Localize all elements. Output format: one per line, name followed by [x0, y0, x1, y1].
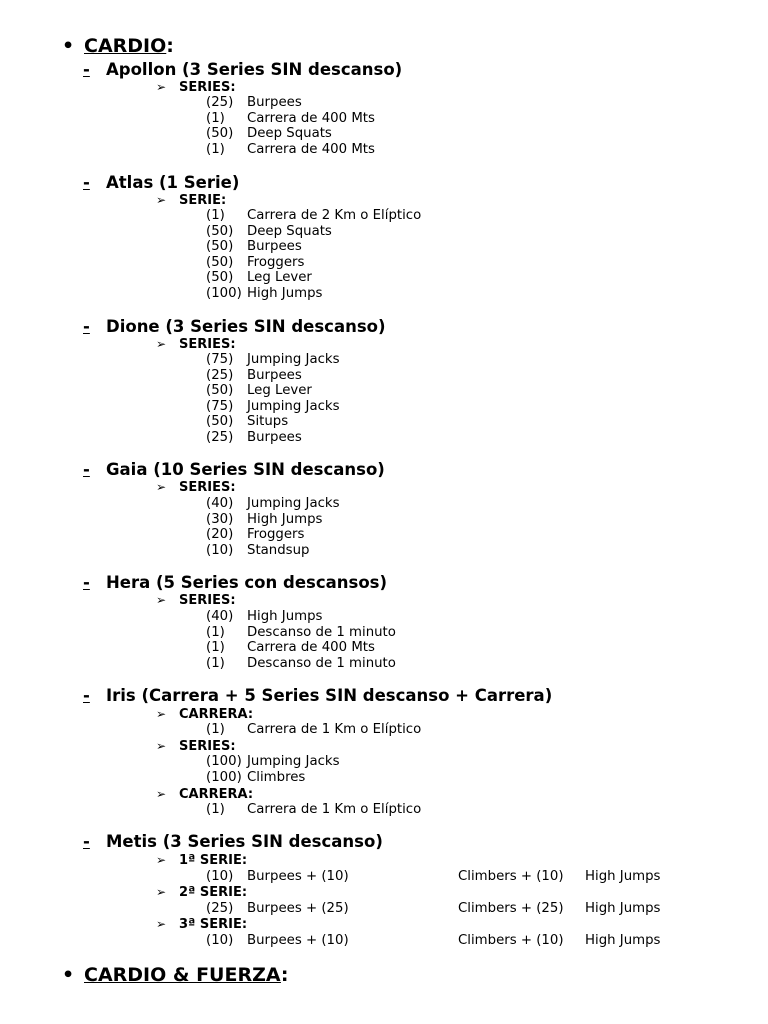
exercise-reps: (10) [206, 542, 234, 558]
exercise-item [206, 656, 396, 672]
exercise-reps: (40) [206, 496, 234, 511]
exercise-name: Jumping Jacks [247, 496, 340, 511]
exercise-name: Jumping Jacks [247, 754, 340, 769]
exercise-item [206, 512, 322, 528]
exercise-reps: (30) [206, 511, 234, 527]
exercise-reps: (1) [206, 624, 225, 640]
workout-title [83, 173, 239, 193]
exercise-name: Deep Squats [247, 223, 332, 239]
arrow-bullet-icon: ➢ [156, 853, 167, 867]
dash-marker: - [83, 173, 90, 192]
group-label [156, 916, 247, 933]
exercise-item [206, 901, 661, 917]
exercise-item [206, 543, 309, 559]
group-label-text: SERIES: [179, 80, 236, 95]
arrow-bullet-icon: ➢ [156, 917, 167, 931]
exercise-name: Carrera de 400 Mts [247, 640, 375, 656]
exercise-item [206, 111, 375, 127]
group-label-text: CARRERA: [179, 787, 254, 802]
group-label-text: 2ª SERIE: [179, 885, 248, 900]
exercise-item [206, 496, 340, 512]
group-label-text: 3ª SERIE: [179, 917, 248, 932]
exercise-item [206, 255, 304, 271]
exercise-item [206, 352, 340, 368]
exercise-item [206, 754, 340, 770]
exercise-item [206, 126, 332, 142]
dash-marker: - [83, 460, 90, 479]
workout-title-text: Apollon (3 Series SIN descanso) [106, 60, 403, 79]
group-label [156, 79, 236, 96]
bullet-icon: • [62, 964, 75, 986]
arrow-bullet-icon: ➢ [156, 593, 167, 607]
dash-marker: - [83, 686, 90, 705]
exercise-name: Carrera de 1 Km o Elíptico [247, 802, 422, 817]
exercise-name: Descanso de 1 minuto [247, 624, 396, 640]
exercise-reps: (100) [206, 769, 242, 785]
exercise-item [206, 368, 302, 384]
exercise-name: Carrera de 1 Km o Elíptico [247, 722, 422, 737]
exercise-reps: (100) [206, 754, 242, 769]
exercise-name: Carrera de 400 Mts [247, 110, 375, 126]
exercise-reps: (1) [206, 802, 225, 817]
exercise-name: Descanso de 1 minuto [247, 655, 396, 671]
workout-title [83, 460, 385, 480]
arrow-bullet-icon: ➢ [156, 885, 167, 899]
exercise-item [206, 414, 288, 430]
arrow-bullet-icon: ➢ [156, 739, 167, 753]
exercise-reps: (25) [206, 430, 234, 445]
exercise-reps: (25) [206, 95, 234, 110]
exercise-name: Deep Squats [247, 126, 332, 142]
exercise-name-2: Climbers + (10) [458, 869, 564, 884]
exercise-item [206, 383, 312, 399]
group-label-text: SERIES: [179, 337, 236, 352]
exercise-item [206, 640, 375, 656]
workout-title-text: Gaia (10 Series SIN descanso) [106, 460, 385, 479]
exercise-name: High Jumps [247, 286, 323, 301]
dash-marker: - [83, 573, 90, 592]
group-label [156, 479, 236, 496]
workout-title-text: Hera (5 Series con descansos) [106, 573, 388, 592]
exercise-name: Carrera de 400 Mts [247, 141, 375, 157]
workout-title-text: Dione (3 Series SIN descanso) [106, 317, 386, 336]
exercise-reps: (40) [206, 609, 234, 624]
exercise-item [206, 399, 340, 415]
dash-marker: - [83, 832, 90, 851]
section-heading [62, 964, 289, 986]
exercise-item [206, 208, 421, 224]
exercise-name: Jumping Jacks [247, 398, 340, 414]
exercise-item [206, 625, 396, 641]
workout-title-text: Atlas (1 Serie) [106, 173, 240, 192]
group-label [156, 786, 253, 803]
exercise-reps: (50) [206, 239, 234, 255]
exercise-reps: (50) [206, 223, 234, 239]
exercise-item [206, 224, 332, 240]
section-heading [62, 35, 174, 57]
exercise-name: Jumping Jacks [247, 352, 340, 367]
exercise-name: Leg Lever [247, 270, 312, 286]
arrow-bullet-icon: ➢ [156, 707, 167, 721]
group-label-text: SERIES: [179, 593, 236, 608]
exercise-item [206, 869, 661, 885]
section-title: CARDIO [84, 35, 167, 57]
exercise-reps: (1) [206, 110, 225, 126]
group-label [156, 852, 247, 869]
exercise-item [206, 142, 375, 158]
arrow-bullet-icon: ➢ [156, 337, 167, 351]
exercise-name-2: Climbers + (25) [458, 901, 564, 916]
exercise-item [206, 722, 421, 738]
workout-title-text: Iris (Carrera + 5 Series SIN descanso + Carrera) [106, 686, 553, 705]
group-label [156, 706, 253, 723]
exercise-reps: (50) [206, 126, 234, 142]
group-label [156, 592, 236, 609]
exercise-reps: (25) [206, 901, 234, 916]
exercise-item [206, 239, 302, 255]
exercise-name: Burpees + (25) [247, 901, 349, 916]
exercise-reps: (10) [206, 933, 234, 948]
exercise-name: High Jumps [247, 511, 323, 527]
exercise-reps: (20) [206, 527, 234, 543]
group-label [156, 192, 226, 209]
exercise-item [206, 95, 302, 111]
section-title-suffix: : [280, 964, 289, 986]
exercise-name: Carrera de 2 Km o Elíptico [247, 208, 422, 223]
arrow-bullet-icon: ➢ [156, 787, 167, 801]
exercise-reps: (50) [206, 270, 234, 286]
group-label-text: CARRERA: [179, 707, 254, 722]
exercise-name: Leg Lever [247, 383, 312, 399]
exercise-name-2: Climbers + (10) [458, 933, 564, 948]
exercise-name: Burpees [247, 367, 302, 383]
exercise-item [206, 802, 421, 818]
exercise-name: Situps [247, 414, 289, 430]
section-title: CARDIO & FUERZA [84, 964, 281, 986]
exercise-reps: (10) [206, 869, 234, 884]
exercise-reps: (1) [206, 208, 225, 223]
exercise-name: Burpees + (10) [247, 933, 349, 948]
group-label [156, 884, 247, 901]
exercise-reps: (1) [206, 655, 225, 671]
exercise-name: Standsup [247, 542, 310, 558]
exercise-name: Froggers [247, 527, 305, 543]
exercise-item [206, 770, 305, 786]
exercise-item [206, 527, 304, 543]
group-label-text: SERIE: [179, 193, 227, 208]
exercise-name: Burpees [247, 239, 302, 255]
group-label-text: SERIES: [179, 739, 236, 754]
workout-title [83, 317, 386, 337]
exercise-reps: (50) [206, 254, 234, 270]
workout-title [83, 60, 402, 80]
group-label [156, 738, 236, 755]
exercise-name: Froggers [247, 254, 305, 270]
exercise-reps: (25) [206, 367, 234, 383]
group-label [156, 336, 236, 353]
exercise-name-3: High Jumps [585, 933, 661, 948]
workout-title [83, 573, 387, 593]
exercise-item [206, 430, 302, 446]
arrow-bullet-icon: ➢ [156, 193, 167, 207]
exercise-item [206, 609, 322, 625]
exercise-reps: (1) [206, 141, 225, 157]
exercise-name-3: High Jumps [585, 869, 661, 884]
workout-title [83, 686, 552, 706]
exercise-item [206, 933, 661, 949]
exercise-name-3: High Jumps [585, 901, 661, 916]
exercise-item [206, 270, 312, 286]
exercise-name: Burpees [247, 95, 302, 110]
arrow-bullet-icon: ➢ [156, 480, 167, 494]
workout-title [83, 832, 383, 852]
section-title-suffix: : [166, 35, 174, 57]
arrow-bullet-icon: ➢ [156, 80, 167, 94]
group-label-text: 1ª SERIE: [179, 853, 248, 868]
exercise-reps: (100) [206, 286, 242, 301]
exercise-reps: (50) [206, 414, 234, 430]
group-label-text: SERIES: [179, 480, 236, 495]
exercise-reps: (1) [206, 722, 225, 737]
exercise-name: Burpees + (10) [247, 869, 349, 884]
exercise-reps: (75) [206, 352, 234, 367]
exercise-reps: (50) [206, 383, 234, 399]
exercise-reps: (75) [206, 398, 234, 414]
dash-marker: - [83, 60, 90, 79]
exercise-reps: (1) [206, 640, 225, 656]
exercise-name: High Jumps [247, 609, 323, 624]
bullet-icon: • [62, 35, 75, 57]
exercise-name: Burpees [247, 430, 302, 445]
exercise-item [206, 286, 322, 302]
dash-marker: - [83, 317, 90, 336]
workout-title-text: Metis (3 Series SIN descanso) [106, 832, 383, 851]
exercise-name: Climbres [247, 769, 306, 785]
